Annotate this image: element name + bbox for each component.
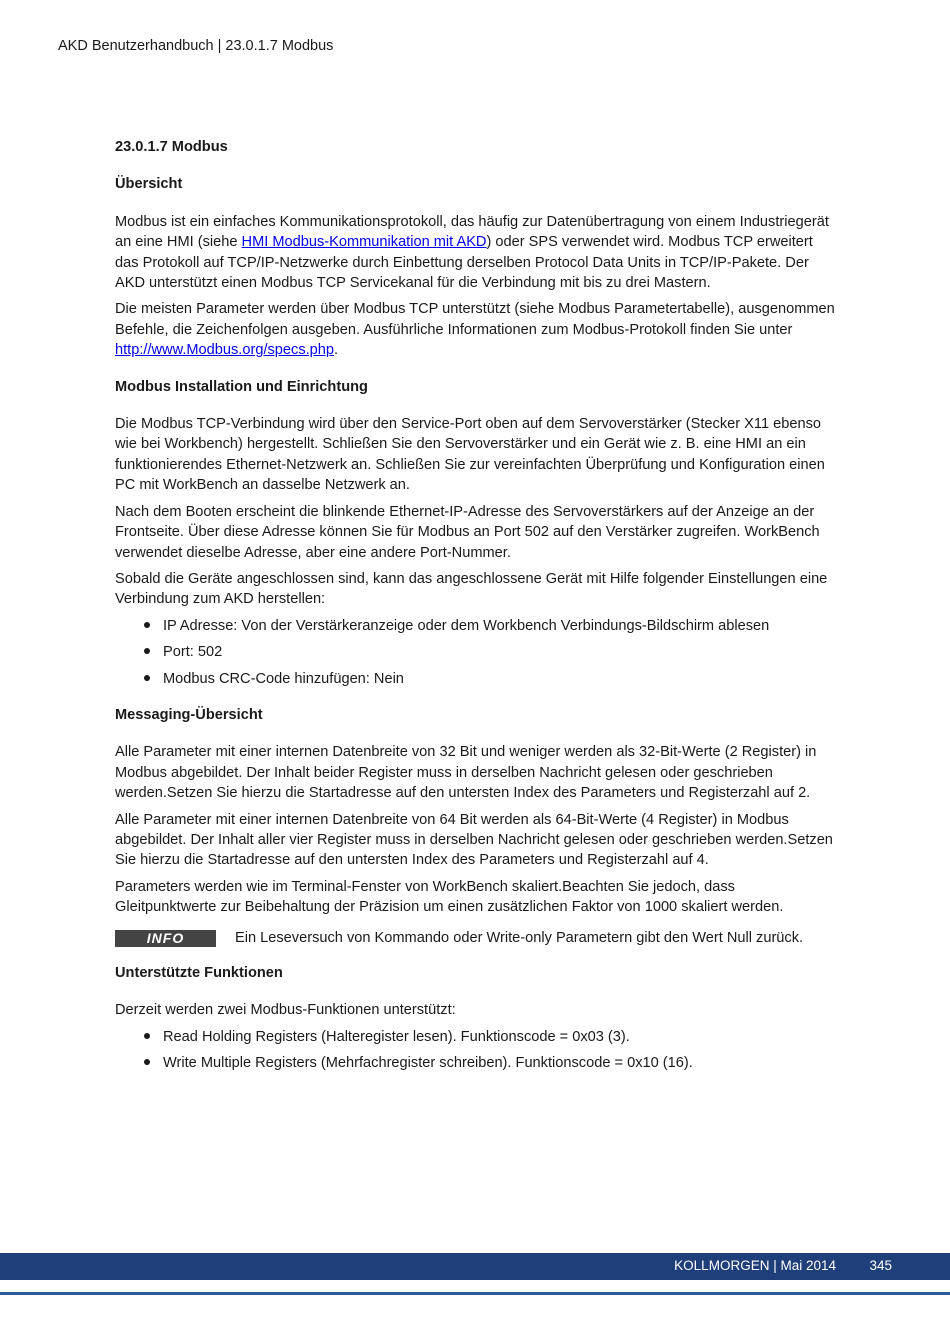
info-note (115, 928, 837, 948)
list-item-text: Port: 502 (163, 644, 223, 661)
footer-bar (0, 1253, 950, 1280)
overview-p2-text-after: . (334, 342, 339, 359)
overview-paragraph-1 (115, 212, 837, 294)
list-item-text: Read Holding Registers (Halteregister lesen). Funktionscode = 0x03 (3). (163, 1028, 630, 1045)
footer-brand: KOLLMORGEN | Mai 2014 (674, 1258, 836, 1273)
info-badge: INFO (115, 930, 216, 947)
list-item-text: IP Adresse: Von der Verstärkeranzeige oder dem Workbench Verbindungs-Bildschirm ablesen (163, 617, 770, 634)
functions-heading: Unterstützte Funktionen (115, 965, 283, 981)
bullet-icon (144, 648, 150, 654)
messaging-paragraph-3: Parameters werden wie im Terminal-Fenster von WorkBench skaliert.Beachten Sie jedoch, dass Gleitpunktwerte zur Beibehaltung der Präzision um einen zusätzlichen Faktor von 1000 skaliert werden. (115, 878, 784, 916)
overview-p2-text-before: Die meisten Parameter werden über Modbus TCP unterstützt (siehe Modbus Parametertabelle), ausgenommen Befehle, die Zeichenfolgen ausgeben. Ausführliche Informationen zum Modbus-Protokoll finden Sie unter (115, 301, 835, 338)
installation-paragraph-3: Sobald die Geräte angeschlossen sind, kann das angeschlossene Gerät mit Hilfe folgender Einstellungen eine Verbindung zum AKD herstellen: (115, 570, 828, 608)
list-item-text: Modbus CRC-Code hinzufügen: Nein (163, 670, 404, 687)
list-item (115, 616, 837, 636)
bullet-icon (144, 622, 150, 628)
installation-heading: Modbus Installation und Einrichtung (115, 378, 368, 395)
installation-paragraph-1: Die Modbus TCP-Verbindung wird über den Service-Port oben auf dem Servoverstärker (Stecker X11 ebenso wie bei Workbench) hergestellt. Schließen Sie den Servoverstärker und ein Gerät wie z. B. eine HMI an ein funktionierendes Ethernet-Netzwerk an. Schließen Sie zur vereinfachten Überprüfung und Konfiguration einen PC mit WorkBench an dasselbe Netzwerk an. (115, 416, 825, 494)
list-item-text: Write Multiple Registers (Mehrfachregister schreiben). Funktionscode = 0x10 (16). (163, 1055, 693, 1072)
supported-functions-list (115, 1027, 837, 1074)
messaging-heading: Messaging-Übersicht (115, 706, 263, 723)
messaging-paragraph-2: Alle Parameter mit einer internen Datenbreite von 64 Bit werden als 64-Bit-Werte (4 Register) in Modbus abgebildet. Der Inhalt aller vier Register muss in derselben Nachricht gelesen oder geschrieben werden.Setzen Sie hierzu die Startadresse auf den untersten Index des Parameters und Registerzahl auf 4. (115, 811, 833, 869)
page-content (115, 137, 837, 1090)
overview-p1-text-after: ) oder SPS verwendet wird. Modbus TCP erweitert das Protokoll auf TCP/IP-Netzwerke durch Einbettung derselben Protocol Data Units in TCP/IP-Pakete. Der AKD unterstützt einen Modbus TCP Servicekanal für die Verbindung mit bis zu drei Mastern. (115, 234, 813, 292)
modbus-specs-link[interactable]: http://www.Modbus.org/specs.php (115, 342, 335, 359)
list-item (115, 642, 837, 662)
list-item (115, 1027, 837, 1047)
bullet-icon (144, 1033, 150, 1039)
messaging-paragraph-1: Alle Parameter mit einer internen Datenbreite von 32 Bit und weniger werden als 32-Bit-Werte (2 Register) in Modbus abgebildet. Der Inhalt beider Register muss in derselben Nachricht gelesen oder geschrieben werden.Setzen Sie hierzu die Startadresse auf den untersten Index des Parameters und Registerzahl auf 2. (115, 744, 817, 802)
connection-settings-list (115, 616, 837, 689)
functions-intro: Derzeit werden zwei Modbus-Funktionen unterstützt: (115, 1002, 456, 1019)
page-number: 345 (869, 1258, 892, 1273)
list-item (115, 669, 837, 689)
footer-divider (0, 1292, 950, 1295)
list-item (115, 1053, 837, 1073)
info-note-text: Ein Leseversuch von Kommando oder Write-only Parametern gibt den Wert Null zurück. (235, 929, 804, 946)
overview-paragraph-2 (115, 299, 837, 360)
bullet-icon (144, 675, 150, 681)
overview-p1-text-before: Modbus ist ein einfaches Kommunikationsprotokoll, das häufig zur Datenübertragung von einem Industriegerät an eine HMI (siehe (115, 213, 829, 251)
overview-heading: Übersicht (115, 176, 183, 193)
section-title: 23.0.1.7 Modbus (115, 139, 228, 155)
running-header: AKD Benutzerhandbuch | 23.0.1.7 Modbus (58, 38, 334, 54)
bullet-icon (144, 1059, 150, 1065)
installation-paragraph-2: Nach dem Booten erscheint die blinkende Ethernet-IP-Adresse des Servoverstärkers auf der Anzeige an der Frontseite. Über diese Adresse können Sie für Modbus an Port 502 auf den Verstärker zugreifen. WorkBench verwendet dieselbe Adresse, aber eine andere Port-Nummer. (115, 503, 820, 561)
hmi-modbus-link[interactable]: HMI Modbus-Kommunikation mit AKD (241, 234, 487, 251)
